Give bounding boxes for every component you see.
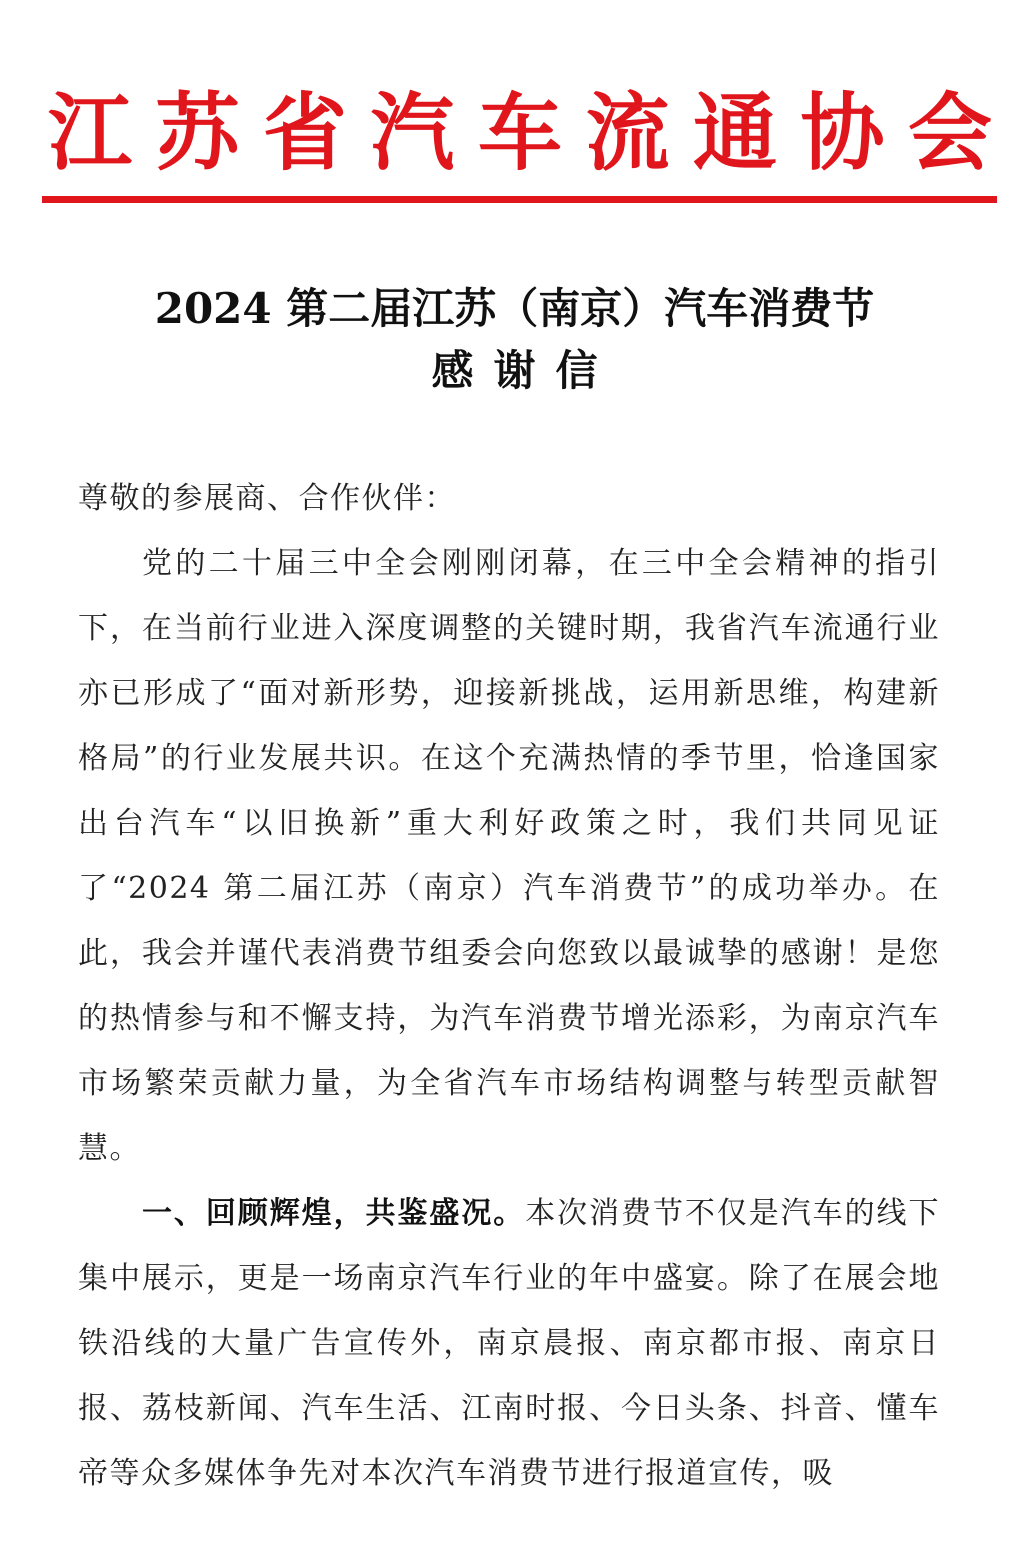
org-char: 江 (47, 83, 132, 182)
org-char: 通 (692, 83, 777, 182)
org-char: 会 (907, 83, 992, 182)
salutation: 尊敬的参展商、合作伙伴： (78, 481, 456, 516)
letterhead-divider (42, 196, 997, 203)
paragraph: 党的二十届三中全会刚刚闭幕，在三中全会精神的指引下，在当前行业进入深度调整的关键时期，我省汽车流通行业亦已形成了“面对新形势，迎接新挑战，运用新思维，构建新格局”的行业发展共识。在这个充满热情的季节里，恰逢国家出台汽车“以旧换新”重大利好政策之时，我们共同见证了“2024 第二届江苏（南京）汽车消费节”的成功举办。在此，我会并谨代表消费节组委会向您致以最诚挚的感谢！是您的热情参与和不懈支持，为汽车消费节增光添彩，为南京汽车市场繁荣贡献力量，为全省汽车市场结构调整与转型贡献智慧。 (78, 546, 940, 1166)
org-char: 汽 (370, 83, 455, 182)
letter-body (78, 466, 940, 1506)
org-char: 流 (585, 83, 670, 182)
document-title (0, 278, 1029, 402)
section-1-text: 本次消费节不仅是汽车的线下集中展示，更是一场南京汽车行业的年中盛宴。除了在展会地铁沿线的大量广告宣传外，南京晨报、南京都市报、南京日报、荔枝新闻、汽车生活、江南时报、今日头条、抖音、懂车帝等众多媒体争先对本次汽车消费节进行报道宣传，吸 (78, 1196, 940, 1491)
section-1-paragraph (78, 1181, 940, 1506)
org-char: 协 (800, 83, 885, 182)
org-char: 苏 (155, 83, 240, 182)
organization-name (40, 78, 1000, 188)
title-line-2: 感谢信 (431, 346, 618, 395)
org-char: 车 (477, 83, 562, 182)
letterhead (0, 78, 1029, 188)
title-line-1: 2024 第二届江苏（南京）汽车消费节 (154, 284, 875, 333)
org-char: 省 (262, 83, 347, 182)
section-1-heading: 一、回顾辉煌，共鉴盛况。 (142, 1196, 526, 1231)
